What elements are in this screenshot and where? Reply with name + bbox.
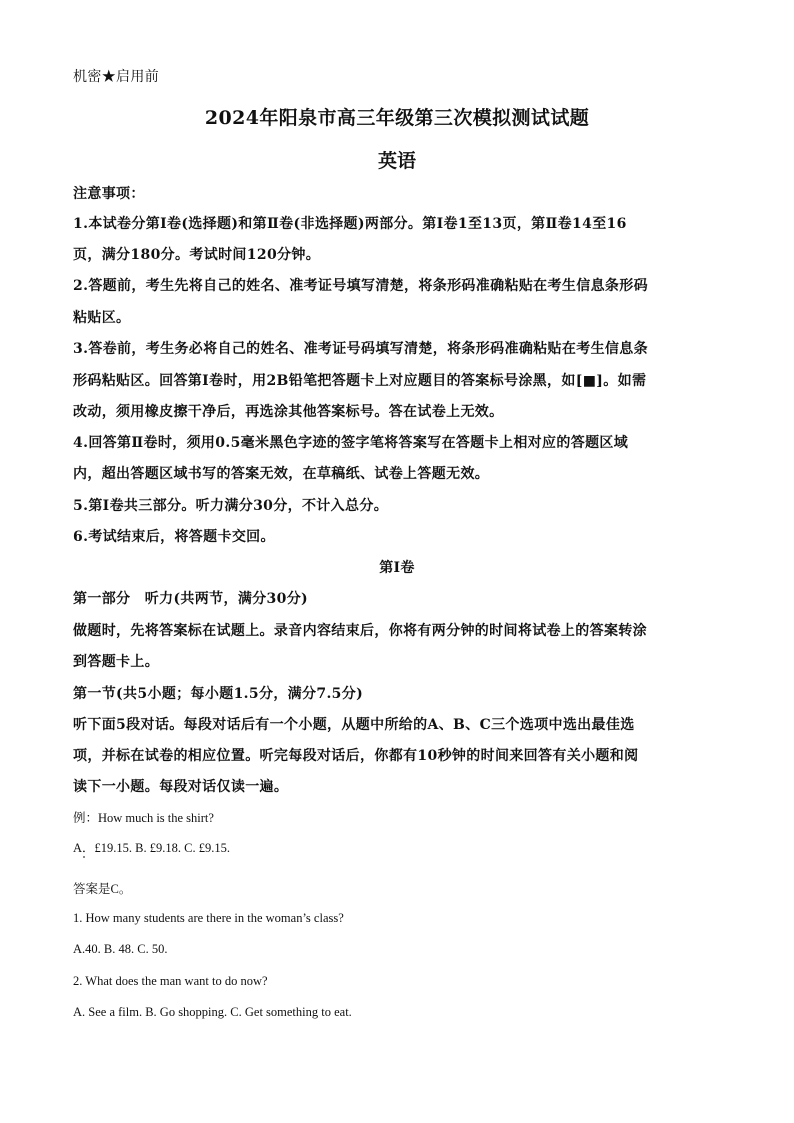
section1-instruction: 项，并标在试卷的相应位置。听完每段对话后，你都有10秒钟的时间来回答有关小题和阅 <box>73 748 639 764</box>
subject-title: 英语 <box>377 150 416 172</box>
stray-dot <box>83 856 85 858</box>
question-1: 1. How many students are there in the woman’s class? <box>73 911 344 925</box>
question-1-options: A.40. B. 48. C. 50. <box>73 942 168 956</box>
notes-line: 改动，须用橡皮擦干净后，再选涂其他答案标号。答在试卷上无效。 <box>73 404 504 420</box>
notes-line: 2.答题前，考生先将自己的姓名、准考证号填写清楚，将条形码准确粘贴在考生信息条形码 <box>73 278 648 294</box>
part1-title: 第一部分 听力(共两节，满分30分) <box>73 591 309 607</box>
example-answer: 答案是C。 <box>73 882 132 896</box>
notes-line: 6.考试结束后，将答题卡交回。 <box>73 529 275 545</box>
section1-instruction: 听下面5段对话。每段对话后有一个小题，从题中所给的A、B、C三个选项中选出最佳选 <box>73 717 635 733</box>
section1-instruction: 读下一小题。每段对话仅读一遍。 <box>73 779 289 795</box>
notes-line: 1.本试卷分第Ⅰ卷(选择题)和第Ⅱ卷(非选择题)两部分。第Ⅰ卷1至13页，第Ⅱ卷14至16 <box>73 216 627 232</box>
notes-line: 5.第Ⅰ卷共三部分。听力满分30分，不计入总分。 <box>73 498 389 514</box>
section1-title: 第一节(共5小题；每小题1.5分，满分7.5分) <box>73 686 364 702</box>
notes-line: 形码粘贴区。回答第Ⅰ卷时，用2B铅笔把答题卡上对应题目的答案标号涂黑，如[■]。如需 <box>73 373 647 389</box>
notes-line: 粘贴区。 <box>73 310 131 326</box>
question-2: 2. What does the man want to do now? <box>73 974 268 988</box>
example-options: A．£19.15. B. £9.18. C. £9.15. <box>73 841 230 855</box>
notes-heading: 注意事项： <box>73 186 145 202</box>
notes-line: 页，满分180分。考试时间120分钟。 <box>73 247 321 263</box>
volume-title: 第Ⅰ卷 <box>379 560 415 576</box>
example-question: 例：How much is the shirt? <box>73 811 214 825</box>
part1-instruction: 做题时，先将答案标在试题上。录音内容结束后，你将有两分钟的时间将试卷上的答案转涂 <box>73 623 647 639</box>
exam-title: 2024年阳泉市高三年级第三次模拟测试试题 <box>204 107 590 129</box>
confidential-label: 机密★启用前 <box>73 69 160 85</box>
notes-line: 4.回答第Ⅱ卷时，须用0.5毫米黑色字迹的签字笔将答案写在答题卡上相对应的答题区域 <box>73 435 629 451</box>
part1-instruction: 到答题卡上。 <box>73 654 160 670</box>
notes-line: 内，超出答题区域书写的答案无效，在草稿纸、试卷上答题无效。 <box>73 466 490 482</box>
notes-line: 3.答卷前，考生务必将自己的姓名、准考证号码填写清楚，将条形码准确粘贴在考生信息条 <box>73 341 648 357</box>
question-2-options: A. See a film. B. Go shopping. C. Get something to eat. <box>73 1005 352 1019</box>
